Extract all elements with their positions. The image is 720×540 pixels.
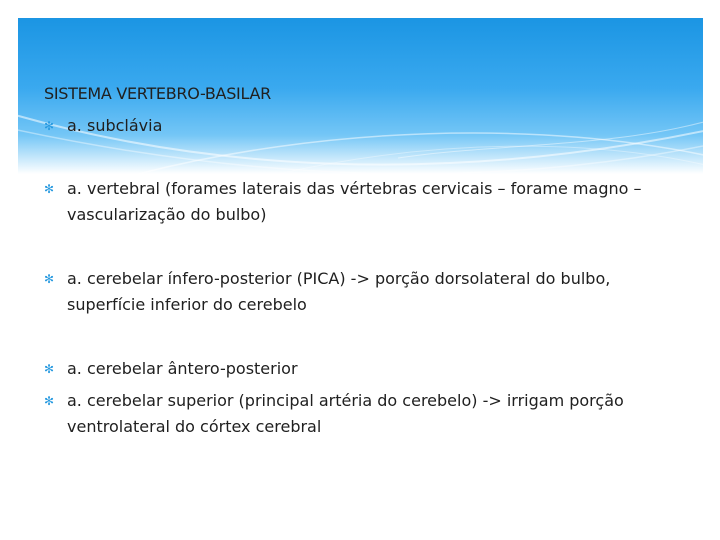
- bullet-item-text: a. cerebelar ântero-posterior: [67, 359, 298, 378]
- bullet-item-text: a. vertebral (forames laterais das vértebras cervicais – forame magno – vascularização do bulbo): [67, 179, 642, 224]
- bullet-item-pica: [44, 266, 654, 318]
- asterisk-bullet-icon: ✻: [44, 394, 55, 408]
- bullet-item-text: a. cerebelar superior (principal artéria do cerebelo) -> irrigam porção ventrolateral do córtex cerebral: [67, 391, 624, 436]
- bullet-item-vertebral: [44, 176, 654, 228]
- bullet-item-superior: [44, 388, 654, 440]
- bullet-item-antero-posterior: [44, 356, 654, 382]
- asterisk-bullet-icon: ✻: [44, 182, 55, 196]
- asterisk-bullet-icon: ✻: [44, 272, 55, 286]
- asterisk-bullet-icon: ✻: [44, 362, 55, 376]
- bullet-item-text: a. cerebelar ínfero-posterior (PICA) -> porção dorsolateral do bulbo, superfície inferior do cerebelo: [67, 269, 611, 314]
- bullet-item-subclavia: [44, 113, 654, 139]
- asterisk-bullet-icon: ✻: [44, 119, 55, 133]
- bullet-item-text: a. subclávia: [67, 116, 163, 135]
- slide-title: SISTEMA VERTEBRO-BASILAR: [44, 84, 271, 103]
